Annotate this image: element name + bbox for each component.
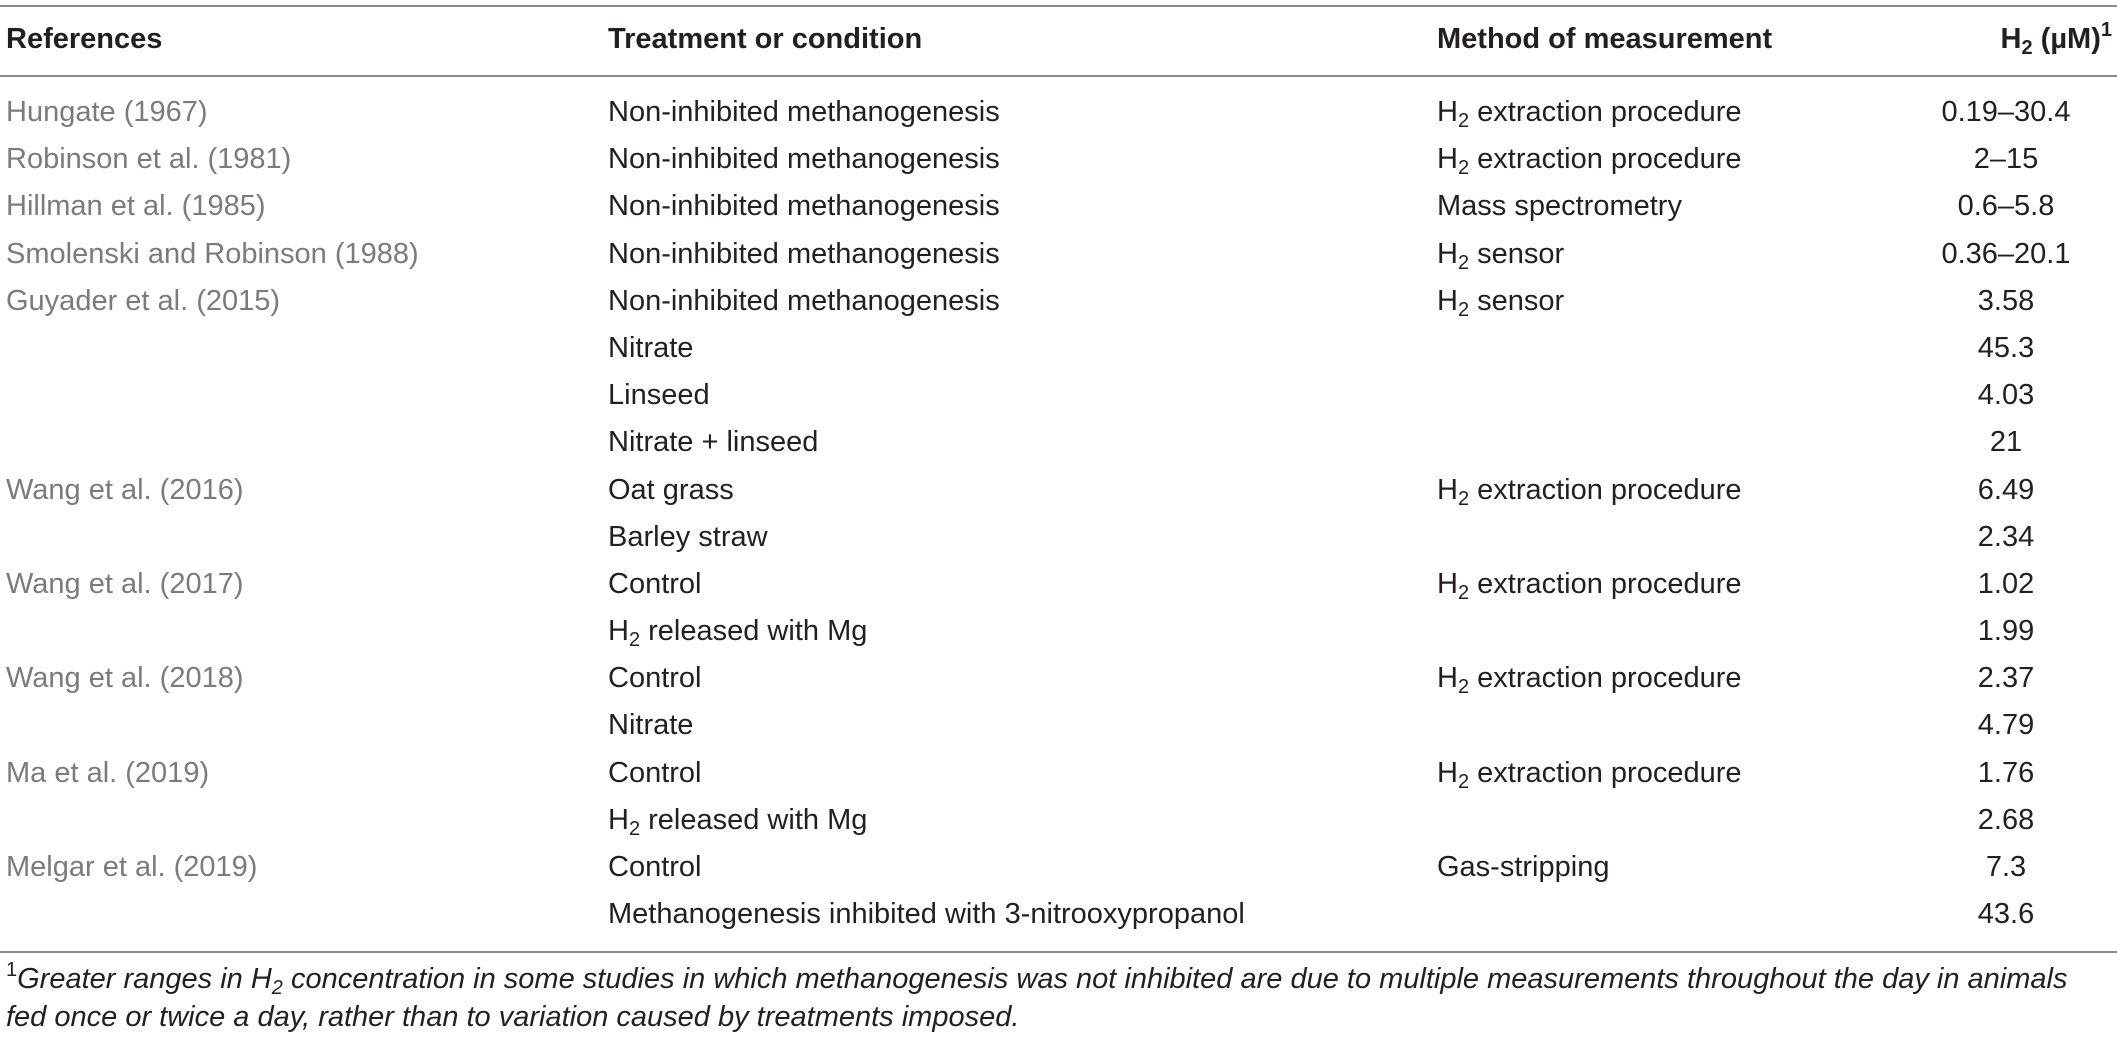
cell-h2-value: 1.99 [1977, 615, 2035, 648]
cell-treatment [608, 608, 867, 655]
cell-treatment-text: Non-inhibited methanogenesis [608, 190, 1000, 223]
cell-h2-value: 2.68 [1977, 803, 2035, 836]
header-value-prefix: H [2000, 23, 2022, 55]
cell-reference: Hungate (1967) [6, 96, 208, 128]
cell-method [1437, 231, 1564, 278]
h2-subscript: 2 [1457, 298, 1470, 321]
cell-treatment [608, 419, 818, 466]
table-row [0, 325, 2117, 372]
cell-h2-value: 1.76 [1977, 756, 2035, 789]
cell-method-text: Gas-stripping [1437, 851, 1610, 883]
table-row [0, 467, 2117, 514]
cell-method-text: extraction procedure [1469, 473, 1742, 506]
h2-subscript: 2 [1457, 110, 1470, 132]
header-method: Method of measurement [1437, 23, 1773, 55]
cell-treatment-text: Linseed [608, 379, 710, 412]
cell-treatment [608, 372, 710, 419]
h2-symbol: H [1437, 567, 1458, 600]
cell-h2-value: 0.6–5.8 [1957, 190, 2055, 223]
cell-method-text: extraction procedure [1469, 662, 1742, 695]
cell-method-text: Mass spectrometry [1437, 190, 1682, 223]
cell-treatment [608, 467, 734, 514]
cell-h2-value: 0.36–20.1 [1941, 237, 2071, 270]
cell-method-text: extraction procedure [1469, 567, 1742, 600]
table-footnote [6, 960, 2111, 1036]
cell-treatment-text: Control [608, 756, 702, 789]
header-h2-concentration [1880, 16, 2112, 63]
cell-treatment-text: Non-inhibited methanogenesis [608, 237, 1000, 270]
cell-method-text: sensor [1469, 237, 1565, 270]
cell-treatment-text: released with Mg [640, 615, 868, 648]
header-value-sub: 2 [2021, 37, 2033, 59]
cell-treatment [608, 655, 702, 702]
cell-reference: Smolenski and Robinson (1988) [6, 237, 419, 270]
cell-method [1437, 183, 1682, 230]
cell-h2-value: 2–15 [1973, 143, 2039, 176]
cell-h2-value: 0.19–30.4 [1941, 96, 2071, 128]
table-row [0, 89, 2117, 136]
cell-reference: Guyader et al. (2015) [6, 284, 281, 317]
cell-reference: Wang et al. (2016) [6, 473, 244, 506]
cell-treatment [608, 278, 1000, 325]
cell-method-text: extraction procedure [1469, 756, 1742, 789]
cell-treatment [608, 89, 1000, 136]
footnote-text-sub: 2 [271, 977, 283, 999]
cell-treatment-text: Nitrate [608, 709, 694, 742]
cell-method [1437, 561, 1742, 608]
cell-method [1437, 844, 1609, 891]
cell-h2-value: 4.79 [1977, 709, 2035, 742]
cell-method-text: extraction procedure [1469, 96, 1742, 128]
h2-symbol: H [1437, 96, 1458, 128]
h2-subscript: 2 [1457, 770, 1470, 793]
cell-treatment [608, 750, 702, 797]
cell-h2-value: 7.3 [1985, 851, 2027, 883]
h2-subscript: 2 [1457, 251, 1470, 274]
table-row [0, 278, 2117, 325]
table-row [0, 702, 2117, 749]
cell-reference: Ma et al. (2019) [6, 756, 210, 789]
cell-h2-value: 6.49 [1977, 473, 2035, 506]
table-bottom-rule [0, 951, 2117, 953]
cell-h2-value: 43.6 [1977, 898, 2035, 931]
cell-method [1437, 89, 1742, 136]
cell-treatment [608, 514, 768, 561]
table-row [0, 372, 2117, 419]
cell-method [1437, 278, 1564, 325]
table-row [0, 136, 2117, 183]
h2-subscript: 2 [628, 817, 641, 840]
footnote-mark: 1 [6, 959, 18, 981]
table-row [0, 514, 2117, 561]
cell-h2-value: 45.3 [1977, 331, 2035, 364]
cell-h2-value: 2.37 [1977, 662, 2035, 695]
table-row [0, 891, 2117, 938]
cell-treatment [608, 561, 702, 608]
cell-h2-value: 4.03 [1977, 379, 2035, 412]
cell-reference: Melgar et al. (2019) [6, 851, 258, 883]
cell-treatment-text: Control [608, 567, 702, 600]
h2-symbol: H [608, 615, 629, 648]
h2-subscript: 2 [1457, 676, 1470, 699]
h2-symbol: H [1437, 143, 1458, 176]
cell-treatment [608, 136, 1000, 183]
h2-subscript: 2 [1457, 581, 1470, 604]
cell-treatment-text: released with Mg [640, 803, 868, 836]
cell-reference: Hillman et al. (1985) [6, 190, 266, 223]
cell-h2-value: 3.58 [1977, 284, 2035, 317]
cell-treatment-text: Oat grass [608, 473, 734, 506]
header-value-sup: 1 [2100, 19, 2112, 41]
cell-h2-value: 21 [1989, 426, 2023, 459]
footnote-text-before: Greater ranges in H [17, 963, 272, 995]
table-header-row [0, 5, 2117, 75]
table-row [0, 183, 2117, 230]
cell-treatment [608, 891, 1245, 938]
cell-h2-value: 1.02 [1977, 567, 2035, 600]
cell-method-text: sensor [1469, 284, 1565, 317]
cell-treatment-text: Control [608, 851, 702, 883]
table-row [0, 797, 2117, 844]
cell-treatment-text: Barley straw [608, 520, 768, 553]
h2-subscript: 2 [1457, 487, 1470, 510]
cell-treatment [608, 231, 1000, 278]
h2-subscript: 2 [628, 629, 641, 652]
header-value-unit: (µM) [2032, 23, 2101, 55]
h2-symbol: H [1437, 473, 1458, 506]
cell-treatment-text: Methanogenesis inhibited with 3-nitrooxypropanol [608, 898, 1245, 931]
cell-reference: Robinson et al. (1981) [6, 143, 292, 176]
table-row [0, 608, 2117, 655]
table-row [0, 844, 2117, 891]
cell-treatment-text: Nitrate + linseed [608, 426, 819, 459]
cell-treatment-text: Nitrate [608, 331, 694, 364]
cell-h2-value: 2.34 [1977, 520, 2035, 553]
h2-symbol: H [1437, 237, 1458, 270]
table-row [0, 750, 2117, 797]
footnote-text-after: concentration in some studies in which methanogenesis was not inhibited are due to multiple measurements throughout the day in animals fed once or twice a day, rather than to variation caused by treatments imposed. [6, 963, 2068, 1033]
cell-method [1437, 136, 1742, 183]
cell-treatment [608, 325, 693, 372]
cell-method [1437, 750, 1742, 797]
cell-treatment [608, 844, 702, 891]
cell-treatment-text: Non-inhibited methanogenesis [608, 143, 1000, 176]
h2-symbol: H [1437, 756, 1458, 789]
cell-treatment-text: Control [608, 662, 702, 695]
cell-treatment-text: Non-inhibited methanogenesis [608, 96, 1000, 128]
table-row [0, 419, 2117, 466]
cell-method [1437, 655, 1742, 702]
cell-treatment-text: Non-inhibited methanogenesis [608, 284, 1000, 317]
cell-treatment [608, 702, 693, 749]
cell-method-text: extraction procedure [1469, 143, 1742, 176]
cell-reference: Wang et al. (2017) [6, 567, 244, 600]
table-body [0, 89, 2117, 938]
header-treatment: Treatment or condition [608, 23, 923, 55]
table-header-rule [0, 75, 2117, 77]
header-references: References [6, 23, 163, 55]
table-row [0, 231, 2117, 278]
cell-method [1437, 467, 1742, 514]
cell-treatment [608, 183, 1000, 230]
cell-treatment [608, 797, 867, 844]
h2-symbol: H [1437, 662, 1458, 695]
h2-subscript: 2 [1457, 157, 1470, 180]
h2-symbol: H [608, 803, 629, 836]
table-row [0, 561, 2117, 608]
cell-reference: Wang et al. (2018) [6, 662, 244, 695]
h2-symbol: H [1437, 284, 1458, 317]
table-row [0, 655, 2117, 702]
